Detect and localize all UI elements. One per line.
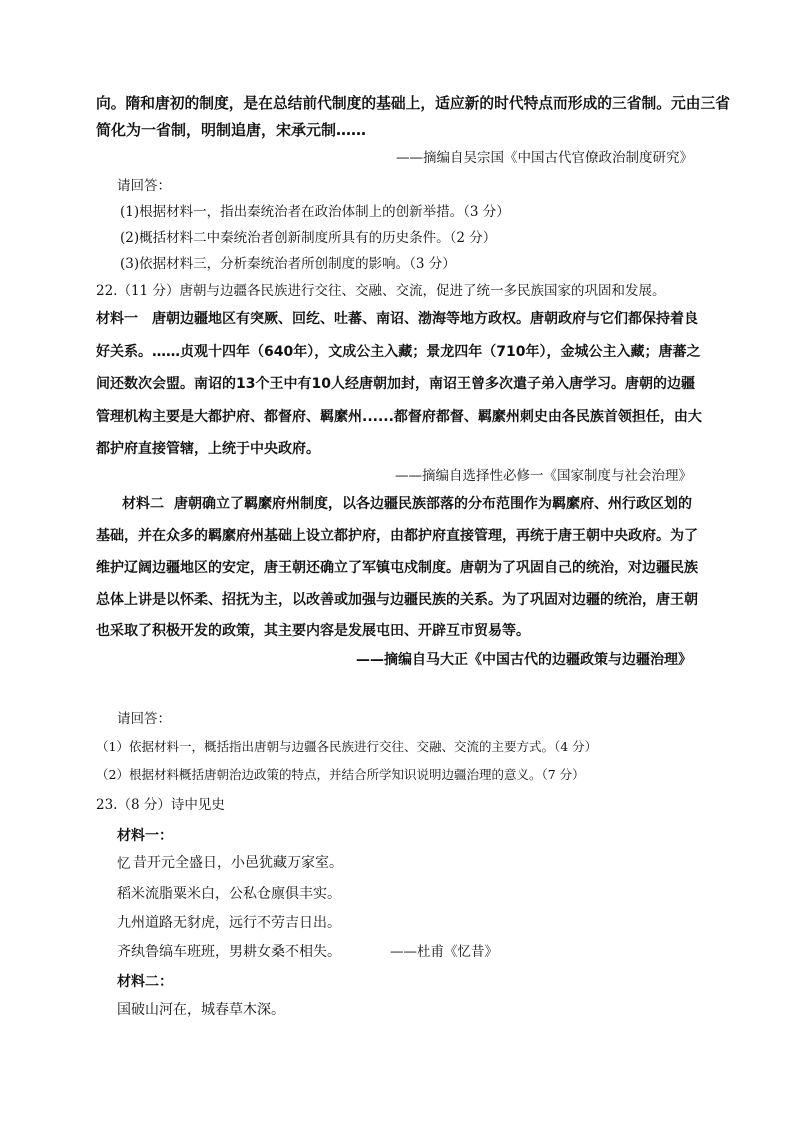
q22-material2-label: 材料二: [122, 496, 164, 512]
q22-material1-line-1: 材料一 唐朝边疆地区有突厥、回纥、吐蕃、南诏、渤海等地方政权。唐朝政府与它们都保持着良: [96, 311, 698, 327]
q23-poem-line-2: 稻米流脂粟米白，公私仓廪俱丰实。: [117, 886, 341, 902]
q21-paragraph-line-2: 简化为一省制，明制追唐，宋承元制……: [96, 121, 367, 139]
q21-question-3: (3)依据材料三，分析秦统治者所创制度的影响。（3 分）: [120, 256, 456, 272]
q23-material1-label: 材料一：: [117, 828, 173, 844]
q21-paragraph-line-1: 向。隋和唐初的制度，是在总结前代制度的基础上，适应新的时代特点而形成的三省制。元由三省: [96, 94, 730, 112]
q22-material1-line-2: 好关系。……贞观十四年（640年），文成公主入藏；景龙四年（710年），金城公主入藏；唐蕃之: [96, 344, 701, 360]
q23-material2-label: 材料二：: [117, 974, 173, 990]
q22-material2-line-3: 维护辽阔边疆地区的安定，唐王朝还确立了军镇屯戍制度。唐朝为了巩固自己的统治，对边疆民族: [96, 560, 698, 576]
q23-poem-source: ——杜甫《忆昔》: [390, 944, 498, 960]
q22-material1-line-5: 都护府直接管辖，上统于中央政府。: [96, 441, 320, 457]
q23-poem-line-3: 九州道路无豺虎，远行不劳吉日出。: [117, 915, 341, 931]
q23-poem-line-1: 昔开元全盛日，小邑犹藏万家室。: [133, 855, 343, 871]
q23-poem-prefix: 忆: [117, 856, 131, 872]
q21-question-1: (1)根据材料一，指出秦统治者在政治体制上的创新举措。（3 分）: [120, 204, 510, 220]
q22-material2-line-2: 基础，并在众多的羁縻府州基础上设立都护府，由都护府直接管理，再统于唐王朝中央政府。为了: [96, 528, 698, 544]
q22-material1-line-3: 间还数次会盟。南诏的13个王中有10人经唐朝加封，南诏王曾多次遣子弟入唐学习。唐朝的边疆: [96, 376, 695, 392]
q22-material2-line-1: 唐朝确立了羁縻府州制度，以各边疆民族部落的分布范围作为羁縻府、州行政区划的: [174, 496, 692, 512]
q21-prompt: 请回答：: [117, 178, 171, 194]
q23-heading: 23.（8 分）诗中见史: [96, 797, 225, 813]
q23-poem-line-4: 齐纨鲁缟车班班，男耕女桑不相失。: [117, 944, 341, 960]
q23-material2-line: 国破山河在，城春草木深。: [117, 1002, 285, 1018]
q22-question-2: （2）根据材料概括唐朝治边政策的特点，并结合所学知识说明边疆治理的意义。（7 分）: [96, 767, 585, 782]
q21-question-2: (2)概括材料二中秦统治者创新制度所具有的历史条件。（2 分）: [120, 230, 497, 246]
q22-question-1: （1）依据材料一，概括指出唐朝与边疆各民族进行交往、交融、交流的主要方式。（4 分）: [96, 739, 598, 754]
q22-material2-line-4: 总体上讲是以怀柔、招抚为主，以改善或加强与边疆民族的关系。为了巩固对边疆的统治，唐王朝: [96, 592, 698, 608]
q22-prompt: 请回答：: [117, 711, 171, 727]
q22-material1-line-4: 管理机构主要是大都护府、都督府、羁縻州......都督府都督、羁縻州刺史由各民族首领担任，由大: [96, 409, 702, 425]
q22-material2-source: ——摘编自马大正《中国古代的边疆政策与边疆治理》: [356, 652, 692, 668]
q22-material1-source: ——摘编自选择性必修一《国家制度与社会治理》: [395, 468, 692, 484]
q22-heading: 22.（11 分）唐朝与边疆各民族进行交往、交融、交流，促进了统一多民族国家的巩固和发展。: [96, 283, 666, 299]
q22-material2-line-5: 也采取了积极开发的政策，其主要内容是发展屯田、开辟互市贸易等。: [96, 623, 530, 639]
q21-source: ——摘编自吴宗国《中国古代官僚政治制度研究》: [396, 150, 693, 166]
